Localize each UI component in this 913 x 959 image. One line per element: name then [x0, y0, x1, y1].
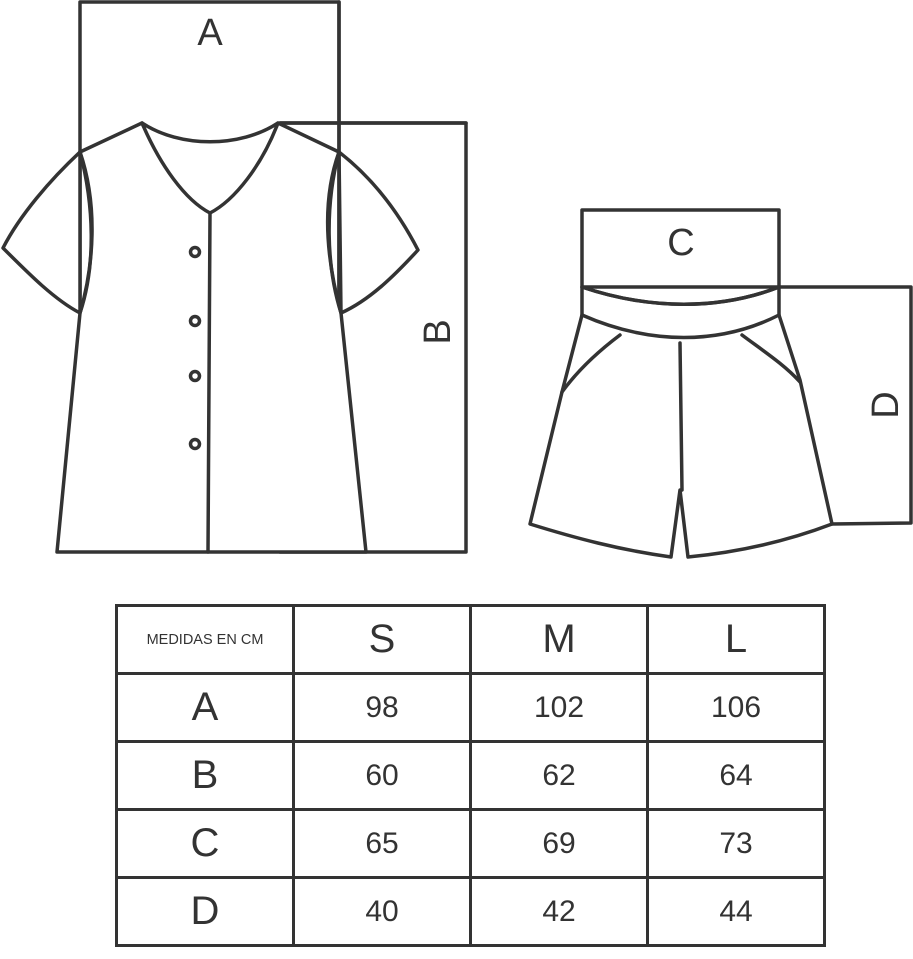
label-d: D — [865, 391, 907, 419]
value-cell — [648, 878, 825, 946]
table-header-row — [117, 606, 825, 674]
value: 98 — [365, 690, 399, 724]
row-label: B — [191, 753, 219, 797]
table-row — [117, 674, 825, 742]
row-label-cell — [117, 674, 294, 742]
size-header: S — [368, 617, 396, 661]
shirt-placket — [208, 213, 210, 552]
row-label-cell — [117, 742, 294, 810]
size-header: L — [724, 617, 748, 661]
value: 44 — [719, 894, 753, 928]
value: 106 — [710, 690, 762, 724]
value-cell — [471, 878, 648, 946]
value-cell — [471, 810, 648, 878]
value-cell — [294, 742, 471, 810]
value-cell — [471, 742, 648, 810]
value: 42 — [542, 894, 576, 928]
size-header-cell — [648, 606, 825, 674]
row-label: C — [190, 821, 220, 865]
value: 62 — [542, 758, 576, 792]
value-cell — [648, 810, 825, 878]
label-a: A — [197, 12, 223, 54]
size-header-cell — [471, 606, 648, 674]
shorts-drawing — [530, 210, 911, 557]
value: 64 — [719, 758, 753, 792]
value: 73 — [719, 826, 753, 860]
value-cell — [294, 674, 471, 742]
value-cell — [648, 742, 825, 810]
table-row — [117, 878, 825, 946]
value: 65 — [365, 826, 399, 860]
value-cell — [648, 674, 825, 742]
label-c: C — [667, 222, 695, 264]
row-label: D — [190, 889, 220, 933]
table-row — [117, 810, 825, 878]
value-cell — [471, 674, 648, 742]
header-label-cell — [117, 606, 294, 674]
table-row — [117, 742, 825, 810]
shirt-right-sleeve — [339, 152, 418, 313]
row-label: A — [191, 685, 219, 729]
value-cell — [294, 810, 471, 878]
value: 69 — [542, 826, 576, 860]
value: 40 — [365, 894, 399, 928]
value-cell — [294, 878, 471, 946]
label-b: B — [417, 319, 459, 345]
size-header-cell — [294, 606, 471, 674]
value: 102 — [533, 690, 585, 724]
shirt-left-sleeve — [3, 152, 80, 313]
value: 60 — [365, 758, 399, 792]
size-header: M — [542, 617, 576, 661]
row-label-cell — [117, 810, 294, 878]
shirt-body — [57, 123, 366, 552]
header-label: MEDIDAS EN CM — [146, 631, 264, 648]
shirt-drawing — [3, 2, 466, 552]
row-label-cell — [117, 878, 294, 946]
size-table — [115, 604, 826, 947]
